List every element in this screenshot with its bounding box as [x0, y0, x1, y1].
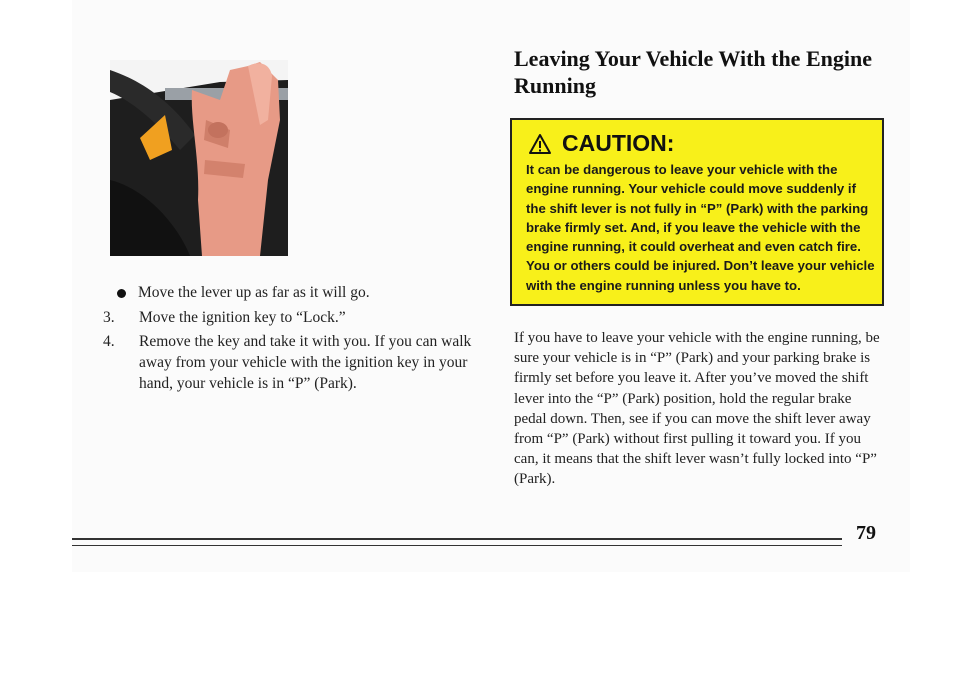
- heading-line-1: Leaving Your Vehicle With the Engine: [514, 46, 872, 71]
- step-number: 4.: [103, 333, 115, 350]
- step-text: Remove the key and take it with you. If you can walk away from your vehicle with the ignition key in your hand, your vehicle is in “P” (Park).: [139, 333, 472, 392]
- body-paragraph: If you have to leave your vehicle with the engine running, be sure your vehicle is in “P” (Park) and your parking brake is firmly set before you leave it. After you’ve moved the shift lever into the “P” (Park) position, hold the regular brake pedal down. Then, see if you can move the shift lever away from “P” (Park) without first pulling it toward you. If you can, it means that the shift lever wasn’t fully locked into “P” (Park).: [514, 330, 880, 488]
- shift-lever-photo: [110, 60, 288, 256]
- bullet-text: Move the lever up as far as it will go.: [138, 284, 370, 301]
- caution-text: It can be dangerous to leave your vehicle with the engine running. Your vehicle could move suddenly if the shift lever is not fully in “P” (Park) with the parking brake firmly set. And, if you leave the vehicle with the engine running, it could overheat and even catch fire. You or others could be injured. Don’t leave your vehicle with the engine running unless you have to.: [526, 162, 875, 293]
- caution-box: [510, 118, 884, 306]
- section-heading: [514, 45, 874, 99]
- bullet-icon: [117, 289, 126, 298]
- caution-title: CAUTION:: [562, 130, 675, 156]
- warning-triangle-icon: [528, 133, 552, 155]
- caution-header: [528, 130, 674, 157]
- footer-rule-bottom: [72, 545, 842, 546]
- step-text: Move the ignition key to “Lock.”: [139, 309, 346, 326]
- heading-line-2: Running: [514, 73, 596, 98]
- shift-lever-illustration: [110, 60, 288, 256]
- step-number: 3.: [103, 309, 115, 326]
- bullet-item: [117, 284, 370, 302]
- page-number: 79: [856, 522, 876, 544]
- footer-rule-top: [72, 538, 842, 540]
